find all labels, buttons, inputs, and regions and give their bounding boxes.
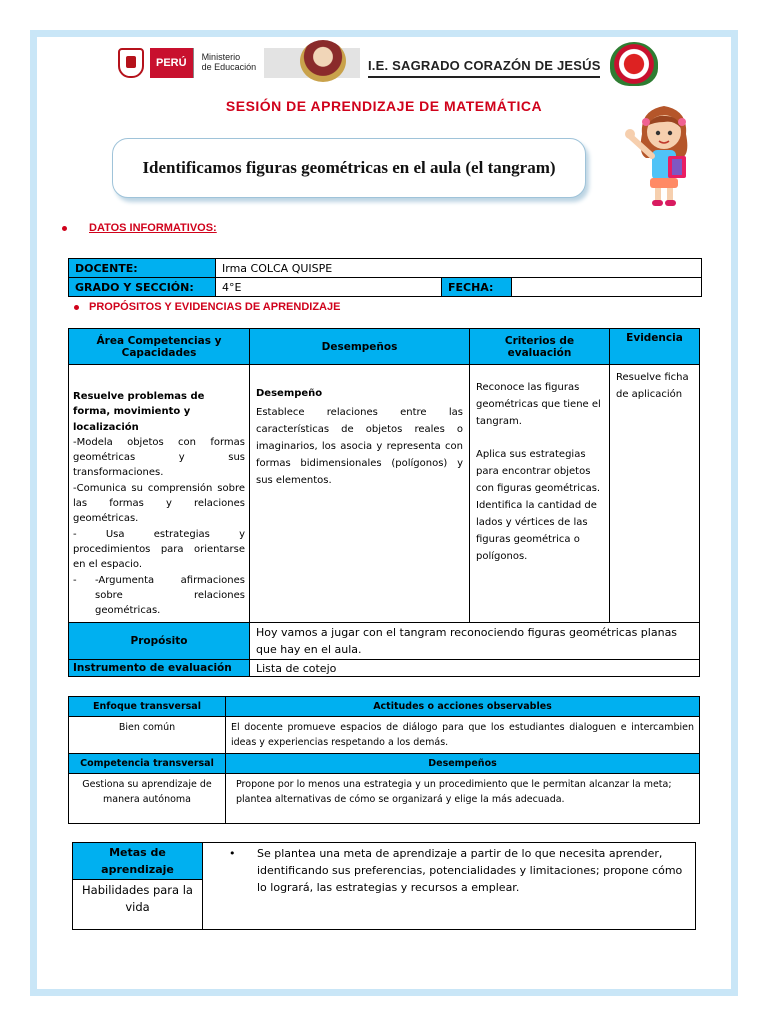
desempeno-title: Desempeño <box>256 388 323 399</box>
bullet-icon <box>74 305 79 310</box>
section-datos: DATOS INFORMATIVOS: <box>62 222 217 234</box>
desempeno-cell <box>250 365 470 623</box>
header-enfoque: Enfoque transversal <box>69 697 226 717</box>
enfoque-value: Bien común <box>69 717 226 754</box>
header-actitudes: Actitudes o acciones observables <box>226 697 700 717</box>
criterio-3: Identifica la cantidad de lados y vértices de las figuras geométrica o polígonos. <box>476 500 597 562</box>
proposito-text: Hoy vamos a jugar con el tangram reconociendo figuras geométricas planas que hay en el aula. <box>250 623 700 660</box>
area-cell <box>69 365 250 623</box>
bullet-icon: • <box>229 847 236 860</box>
metas-table <box>72 842 696 930</box>
metas-text-cell <box>203 843 696 930</box>
desempenos-value: Propone por lo menos una estrategia y un procedimiento que le permitan alcanzar la meta; plantea alternativas de cómo se organizará y elige la más adecuada. <box>226 774 700 824</box>
metas-label: Metas de aprendizaje <box>73 843 203 880</box>
docente-label: DOCENTE: <box>69 259 216 278</box>
area-item: - -Argumenta afirmaciones sobre relaciones geométricas. <box>73 574 245 617</box>
criterio-2: Aplica sus estrategias para encontrar objetos con figuras geométricas. <box>476 449 601 494</box>
desempeno-text: Establece relaciones entre las características de objetos reales o imaginarios, los asocia y representa con formas bidimensionales (polígonos) y sus elementos. <box>256 407 463 486</box>
grado-label: GRADO Y SECCIÓN: <box>69 278 216 297</box>
header-competencia: Competencia transversal <box>69 754 226 774</box>
docente-value: Irma COLCA QUISPE <box>216 259 702 278</box>
info-table <box>68 258 702 297</box>
competencias-table <box>68 328 700 677</box>
school-crest-icon <box>610 42 658 86</box>
enfoque-table <box>68 696 700 824</box>
criterio-1: Reconoce las figuras geométricas que tiene el tangram. <box>476 382 601 427</box>
area-item: -Comunica su comprensión sobre las formas y relaciones geométricas. <box>73 482 245 525</box>
peru-label: PERÚ <box>150 48 193 78</box>
instrumento-text: Lista de cotejo <box>250 660 700 677</box>
area-title: Resuelve problemas de forma, movimiento y localización <box>73 391 205 433</box>
evidencia-cell: Resuelve ficha de aplicación <box>610 365 700 623</box>
section-propositos: PROPÓSITOS Y EVIDENCIAS DE APRENDIZAJE <box>74 301 340 313</box>
header-evidencia: Evidencia <box>610 329 700 365</box>
competencia-value: Gestiona su aprendizaje de manera autónoma <box>69 774 226 824</box>
metas-text: Se plantea una meta de aprendizaje a partir de lo que necesita aprender, identificando sus preferencias, potencialidades y limitaciones; propone cómo lo logrará, las estrategias y recursos a emplear. <box>257 847 683 894</box>
topic-box <box>112 138 586 198</box>
fecha-value <box>512 278 702 297</box>
criterios-cell <box>470 365 610 623</box>
fecha-label: FECHA: <box>442 278 512 297</box>
area-item: -Modela objetos con formas geométricas y sus transformaciones. <box>73 436 245 479</box>
grado-value: 4°E <box>216 278 442 297</box>
header-area: Área Competencias y Capacidades <box>69 329 250 365</box>
school-name: I.E. SAGRADO CORAZÓN DE JESÚS <box>368 58 601 73</box>
girl-illustration <box>624 96 704 212</box>
sacred-heart-image <box>300 40 346 82</box>
bullet-icon <box>62 226 67 231</box>
topic-title: Identificamos figuras geométricas en el aula (el tangram) <box>142 158 556 177</box>
proposito-label: Propósito <box>69 623 250 660</box>
header-criterios: Criterios de evaluación <box>470 329 610 365</box>
header-desempenos-t: Desempeños <box>226 754 700 774</box>
area-item: - Usa estrategias y procedimientos para orientarse en el espacio. <box>73 528 245 571</box>
header-desempenos: Desempeños <box>250 329 470 365</box>
page-title: SESIÓN DE APRENDIZAJE DE MATEMÁTICA <box>225 98 543 114</box>
school-underline <box>368 76 600 78</box>
actitudes-value: El docente promueve espacios de diálogo para que los estudiantes dialoguen e intercambien ideas y experiencias respetando a los demás. <box>226 717 700 754</box>
ministry-label: Ministerio de Educación <box>193 48 265 78</box>
instrumento-label: Instrumento de evaluación <box>69 660 250 677</box>
habilidades-label: Habilidades para la vida <box>73 880 203 930</box>
peru-shield-icon <box>118 48 144 78</box>
